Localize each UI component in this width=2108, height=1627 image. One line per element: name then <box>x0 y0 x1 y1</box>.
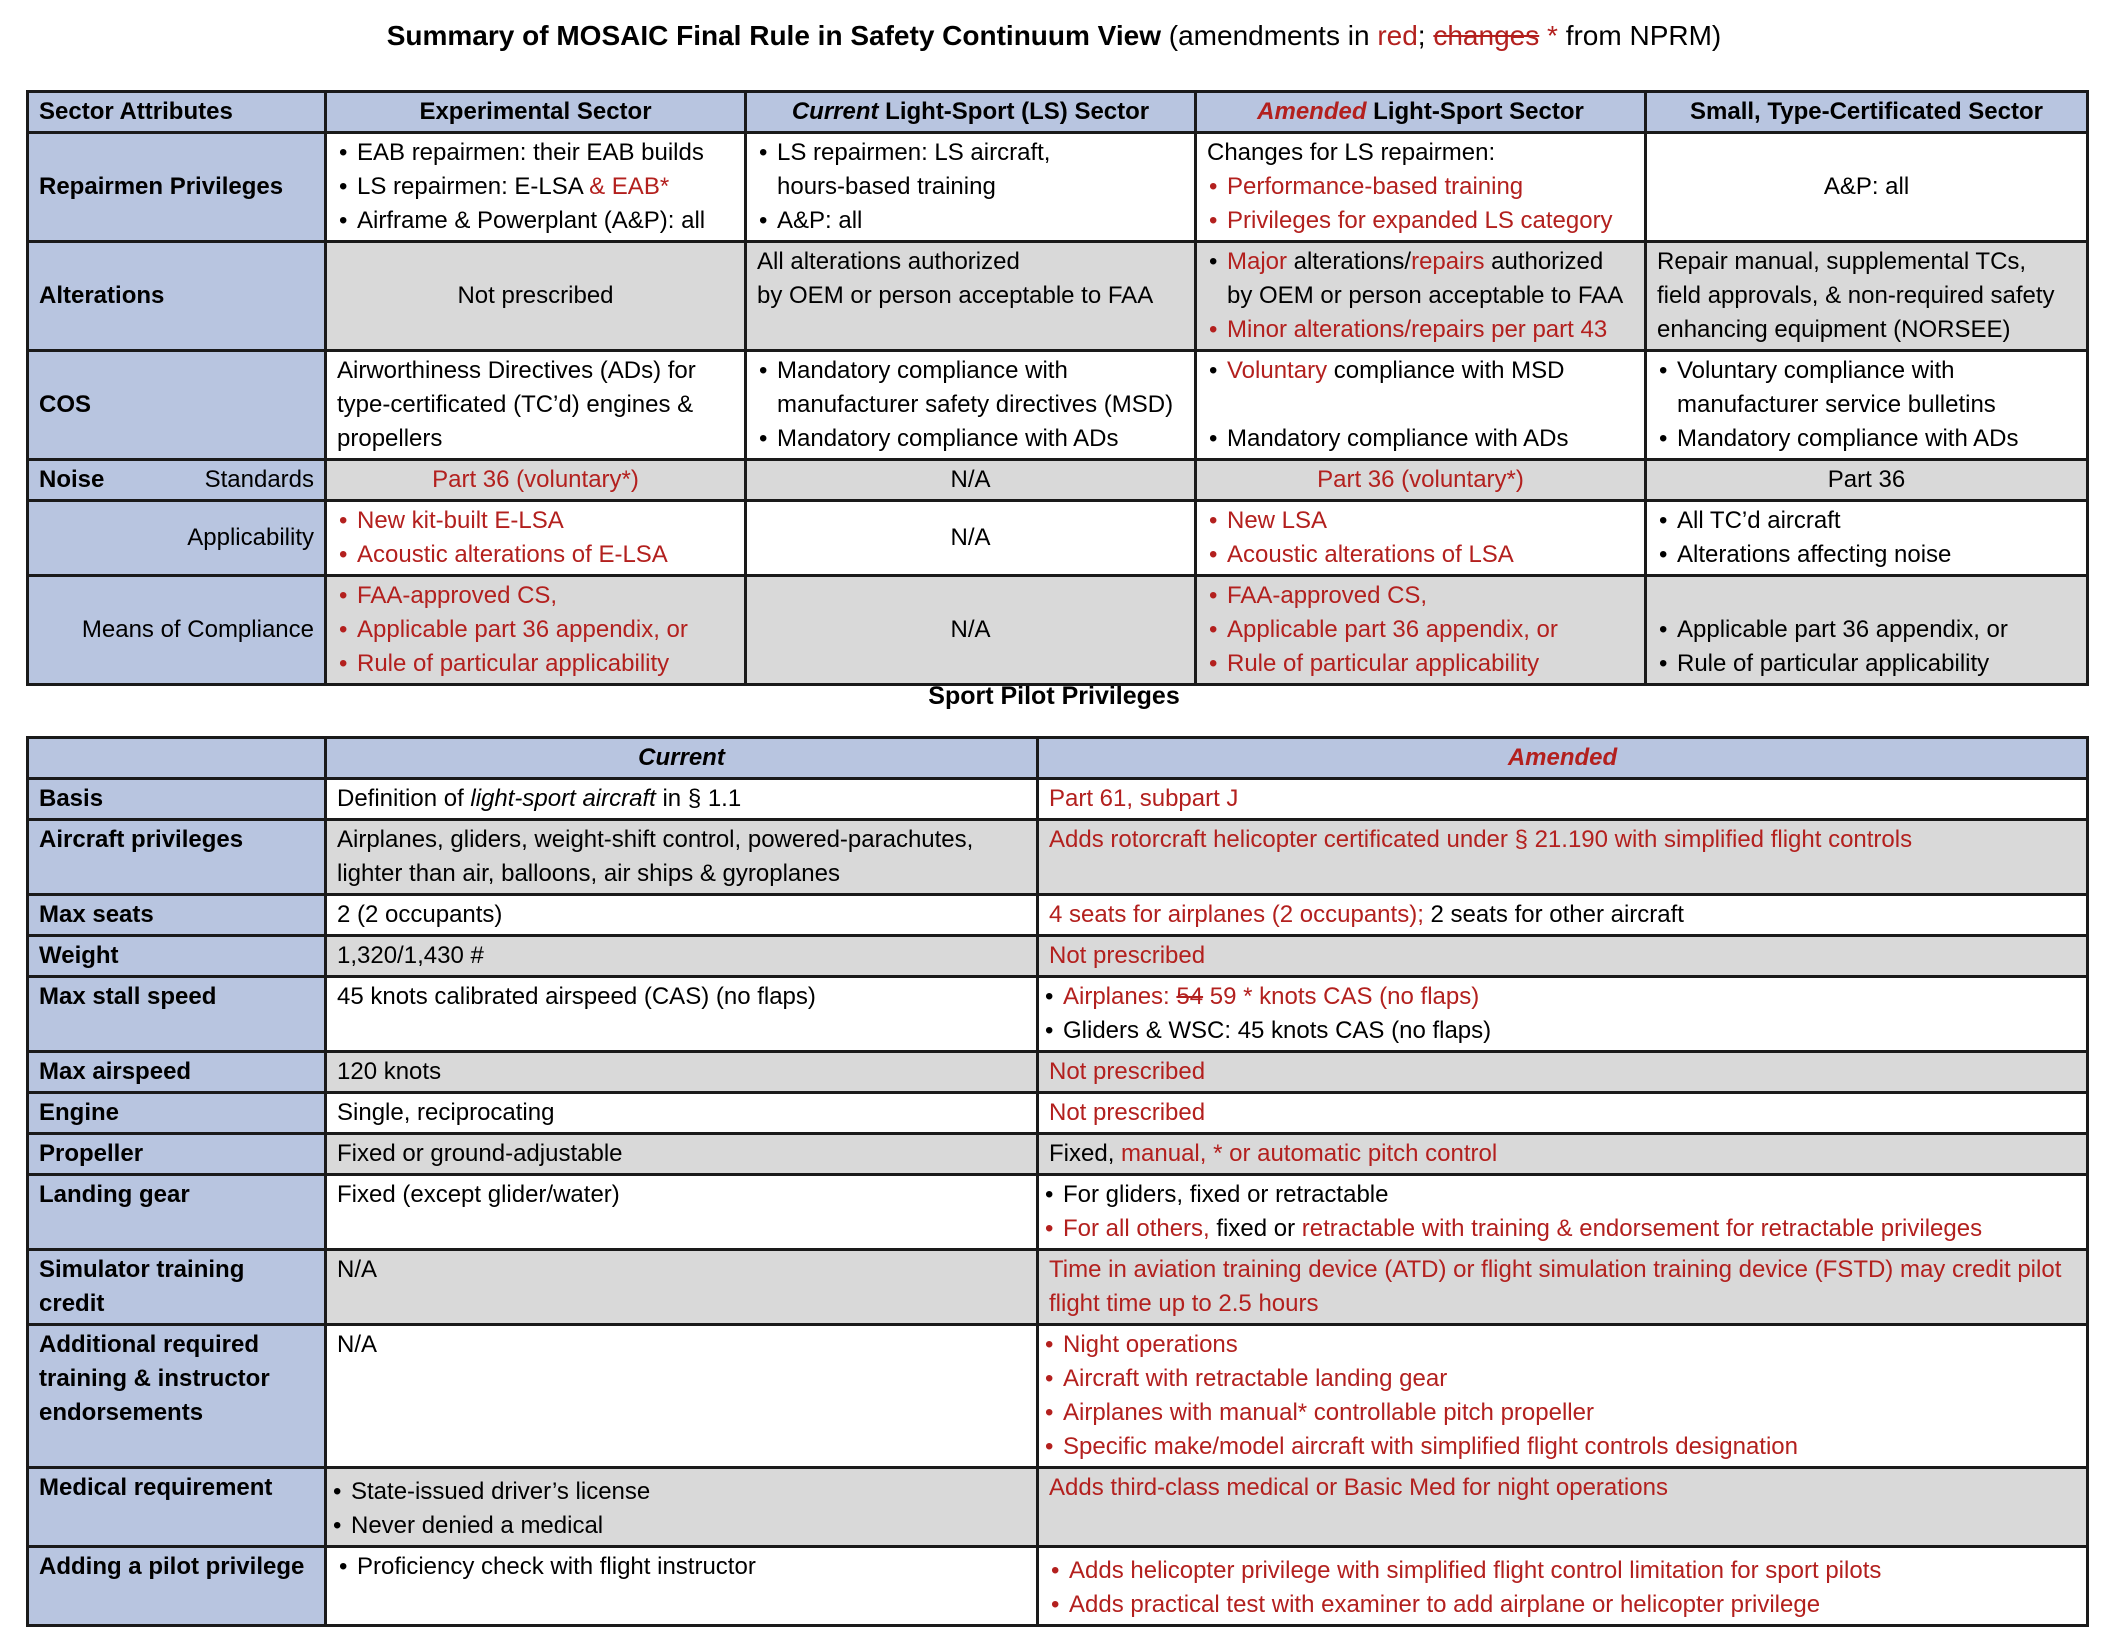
label-noise-applicability: Applicability <box>28 501 326 576</box>
cell-noise-app-tc <box>1646 501 2088 576</box>
text-black: authorized <box>1484 248 1604 275</box>
list-item: • Rule of particular applicability <box>337 647 734 681</box>
header-current-text: Current <box>638 744 725 771</box>
list-item: • Rule of particular applicability <box>1657 647 2076 681</box>
header-experimental: Experimental Sector <box>326 92 746 133</box>
label-landing-gear: Landing gear <box>28 1175 326 1250</box>
label-noise-standards <box>28 460 326 501</box>
text-red: 59 * knots CAS (no flaps) <box>1203 983 1480 1010</box>
text-red: For all others, <box>1063 1215 1210 1242</box>
title-sep: ; <box>1417 20 1434 51</box>
cell-text: field approvals, & non-required safety <box>1657 282 2055 309</box>
row-engine <box>28 1093 2088 1134</box>
row-simulator <box>28 1250 2088 1325</box>
cell-endorsements-amd <box>1038 1325 2088 1468</box>
cell-aircraft-amd: Adds rotorcraft helicopter certificated under § 21.190 with simplified flight controls <box>1038 820 2088 895</box>
text-red: Airplanes: <box>1063 983 1177 1010</box>
cell-engine-cur: Single, reciprocating <box>326 1093 1038 1134</box>
list-item: • Mandatory compliance with ADs <box>757 422 1184 456</box>
list-item: • Applicable part 36 appendix, or <box>337 613 734 647</box>
cell-airspeed-cur: 120 knots <box>326 1052 1038 1093</box>
cell-engine-amd: Not prescribed <box>1038 1093 2088 1134</box>
cell-noise-app-amd <box>1196 501 1646 576</box>
label-simulator: Simulator training credit <box>28 1250 326 1325</box>
row-propeller <box>28 1134 2088 1175</box>
cell-propeller-amd <box>1038 1134 2088 1175</box>
title-red-word: red <box>1377 20 1418 51</box>
cell-noise-std-exp: Part 36 (voluntary*) <box>326 460 746 501</box>
header-sector-attributes: Sector Attributes <box>28 92 326 133</box>
list-item-amendment: & EAB* <box>589 173 670 200</box>
cell-basis-amd: Part 61, subpart J <box>1038 779 2088 820</box>
header-amended <box>1038 738 2088 779</box>
cell-seats-amd <box>1038 895 2088 936</box>
cell-text: propellers <box>337 425 443 452</box>
text-red: 4 seats for airplanes (2 occupants); <box>1049 901 1424 928</box>
cell-adding-cur <box>326 1547 1038 1626</box>
row-cos <box>28 351 2088 460</box>
list-item: • Mandatory compliance with ADs <box>1207 422 1634 456</box>
section-title-sport-pilot: Sport Pilot Privileges <box>928 682 1180 710</box>
cell-noise-app-cur: N/A <box>746 501 1196 576</box>
list-item: • Night operations <box>1043 1328 2076 1362</box>
list-item: • State-issued driver’s license <box>331 1475 1026 1509</box>
cell-endorsements-cur: N/A <box>326 1325 1038 1468</box>
header-blank <box>28 738 326 779</box>
list-item: • All TC’d aircraft <box>1657 504 2076 538</box>
list-item: • Applicable part 36 appendix, or <box>1657 613 2076 647</box>
cell-weight-amd: Not prescribed <box>1038 936 2088 977</box>
text-red: repairs <box>1411 248 1485 275</box>
list-item: • EAB repairmen: their EAB builds <box>337 136 734 170</box>
label-basis: Basis <box>28 779 326 820</box>
list-item: • Airplanes with manual* controllable pitch propeller <box>1043 1396 2076 1430</box>
header-amended-rest: Light-Sport Sector <box>1366 98 1584 125</box>
label-aircraft-privileges: Aircraft privileges <box>28 820 326 895</box>
text: in § 1.1 <box>655 785 742 812</box>
list-item: • Adds helicopter privilege with simplified flight control limitation for sport pilots <box>1049 1554 2076 1588</box>
label-propeller: Propeller <box>28 1134 326 1175</box>
list-item <box>337 170 734 204</box>
header-current-rest: Light-Sport (LS) Sector <box>878 98 1150 125</box>
cell-noise-app-exp <box>326 501 746 576</box>
sport-pilot-table <box>26 736 2089 1627</box>
label-engine: Engine <box>28 1093 326 1134</box>
cell-adding-amd <box>1038 1547 2088 1626</box>
title-bold: Summary of MOSAIC Final Rule in Safety Continuum View <box>386 20 1161 51</box>
list-item: • FAA-approved CS, <box>337 579 734 613</box>
header-small-tc: Small, Type-Certificated Sector <box>1646 92 2088 133</box>
list-item: • Rule of particular applicability <box>1207 647 1634 681</box>
sector-table <box>26 90 2089 686</box>
page-title <box>0 16 2108 56</box>
cell-alterations-amd <box>1196 242 1646 351</box>
row-max-seats <box>28 895 2088 936</box>
cell-cos-amd <box>1196 351 1646 460</box>
cell-repairmen-tc: A&P: all <box>1646 133 2088 242</box>
row-alterations <box>28 242 2088 351</box>
cell-medical-amd: Adds third-class medical or Basic Med for night operations <box>1038 1468 2088 1547</box>
list-item: • Never denied a medical <box>331 1509 1026 1543</box>
cell-cos-tc <box>1646 351 2088 460</box>
text-strike: 54 <box>1176 983 1204 1010</box>
list-item: • Minor alterations/repairs per part 43 <box>1207 313 1634 347</box>
list-item: • New kit-built E-LSA <box>337 504 734 538</box>
list-item: • Aircraft with retractable landing gear <box>1043 1362 2076 1396</box>
row-noise-applicability <box>28 501 2088 576</box>
cell-noise-std-cur: N/A <box>746 460 1196 501</box>
cell-repairmen-exp <box>326 133 746 242</box>
list-item-cont: hours-based training <box>777 173 996 200</box>
text-black: fixed or <box>1209 1215 1302 1242</box>
label-endorsements: Additional required training & instructor endorsements <box>28 1325 326 1468</box>
cell-noise-std-tc: Part 36 <box>1646 460 2088 501</box>
label-repairmen: Repairmen Privileges <box>28 133 326 242</box>
header-current-ls <box>746 92 1196 133</box>
cell-text: Airworthiness Directives (ADs) for <box>337 357 696 384</box>
list-item-cont: manufacturer safety directives (MSD) <box>777 391 1174 418</box>
list-item-cont: manufacturer service bulletins <box>1677 391 1996 418</box>
list-item: • Acoustic alterations of LSA <box>1207 538 1634 572</box>
list-item: • New LSA <box>1207 504 1634 538</box>
cell-stall-amd <box>1038 977 2088 1052</box>
title-asterisk: * <box>1539 20 1558 51</box>
cell-alterations-cur <box>746 242 1196 351</box>
list-item: • Voluntary compliance with <box>1657 354 2076 388</box>
title-post: from NPRM) <box>1557 20 1722 51</box>
row-medical <box>28 1468 2088 1547</box>
cell-text: Changes for LS repairmen: <box>1207 139 1496 166</box>
list-item: • Specific make/model aircraft with simplified flight controls designation <box>1043 1430 2076 1464</box>
text-red: manual, * or automatic pitch control <box>1121 1140 1498 1167</box>
cell-text: enhancing equipment (NORSEE) <box>1657 316 2011 343</box>
header-amended-text: Amended <box>1507 744 1618 771</box>
cell-gear-cur: Fixed (except glider/water) <box>326 1175 1038 1250</box>
cell-noise-std-amd: Part 36 (voluntary*) <box>1196 460 1646 501</box>
cell-simulator-cur: N/A <box>326 1250 1038 1325</box>
list-item: • Mandatory compliance with <box>757 354 1184 388</box>
cell-text: Repair manual, supplemental TCs, <box>1657 248 2027 275</box>
list-item <box>1043 980 2076 1014</box>
cell-stall-cur: 45 knots calibrated airspeed (CAS) (no flaps) <box>326 977 1038 1052</box>
text-red: Major <box>1227 248 1288 275</box>
header-current-word: Current <box>791 98 879 125</box>
list-item: • Alterations affecting noise <box>1657 538 2076 572</box>
text-red: retractable with training & endorsement for retractable privileges <box>1301 1215 1983 1242</box>
cell-cos-cur <box>746 351 1196 460</box>
cell-noise-means-tc <box>1646 576 2088 685</box>
list-item <box>1207 245 1634 279</box>
cell-cos-exp <box>326 351 746 460</box>
label-standards: Standards <box>204 466 314 493</box>
cell-alterations-tc <box>1646 242 2088 351</box>
label-alterations: Alterations <box>28 242 326 351</box>
list-item-text: LS repairmen: E-LSA <box>357 173 590 200</box>
row-noise-standards <box>28 460 2088 501</box>
list-item: • Privileges for expanded LS category <box>1207 204 1634 238</box>
header-amended-word: Amended <box>1257 98 1367 125</box>
row-weight <box>28 936 2088 977</box>
row-noise-means <box>28 576 2088 685</box>
cell-repairmen-cur <box>746 133 1196 242</box>
cell-gear-amd <box>1038 1175 2088 1250</box>
pilot-header-row <box>28 738 2088 779</box>
header-amended-ls <box>1196 92 1646 133</box>
text-black: alterations/ <box>1287 248 1412 275</box>
label-adding-privilege: Adding a pilot privilege <box>28 1547 326 1626</box>
row-max-airspeed <box>28 1052 2088 1093</box>
cell-alterations-exp: Not prescribed <box>326 242 746 351</box>
cell-seats-cur: 2 (2 occupants) <box>326 895 1038 936</box>
cell-basis-cur <box>326 779 1038 820</box>
text-black: 2 seats for other aircraft <box>1423 901 1684 928</box>
cell-medical-cur <box>326 1468 1038 1547</box>
list-item: • FAA-approved CS, <box>1207 579 1634 613</box>
list-item: • LS repairmen: LS aircraft, <box>757 136 1184 170</box>
row-adding-privilege <box>28 1547 2088 1626</box>
title-changes-word: changes <box>1433 20 1540 51</box>
row-max-stall-speed <box>28 977 2088 1052</box>
list-item: • Gliders & WSC: 45 knots CAS (no flaps) <box>1043 1014 2076 1048</box>
cell-noise-means-exp <box>326 576 746 685</box>
cell-text: All alterations authorized <box>757 248 1020 275</box>
label-noise-means: Means of Compliance <box>28 576 326 685</box>
row-landing-gear <box>28 1175 2088 1250</box>
text-black: Fixed, <box>1049 1140 1122 1167</box>
cell-noise-means-cur: N/A <box>746 576 1196 685</box>
cell-weight-cur: 1,320/1,430 # <box>326 936 1038 977</box>
cell-noise-means-amd <box>1196 576 1646 685</box>
label-max-airspeed: Max airspeed <box>28 1052 326 1093</box>
row-aircraft-privileges <box>28 820 2088 895</box>
label-max-stall-speed: Max stall speed <box>28 977 326 1052</box>
list-item-cont: by OEM or person acceptable to FAA <box>1227 282 1624 309</box>
cell-simulator-amd: Time in aviation training device (ATD) or flight simulation training device (FSTD) may credit pilot flight time up to 2.5 hours <box>1038 1250 2088 1325</box>
header-current <box>326 738 1038 779</box>
text: Definition of <box>337 785 471 812</box>
list-item: • Adds practical test with examiner to add airplane or helicopter privilege <box>1049 1588 2076 1622</box>
list-item: • Acoustic alterations of E-LSA <box>337 538 734 572</box>
list-item: • Performance-based training <box>1207 170 1634 204</box>
row-repairmen <box>28 133 2088 242</box>
list-item: • Proficiency check with flight instructor <box>337 1550 1026 1584</box>
label-weight: Weight <box>28 936 326 977</box>
title-pre: (amendments in <box>1161 20 1378 51</box>
label-max-seats: Max seats <box>28 895 326 936</box>
label-noise: Noise <box>39 466 105 493</box>
cell-airspeed-amd: Not prescribed <box>1038 1052 2088 1093</box>
text-italic: light-sport aircraft <box>470 785 656 812</box>
label-cos: COS <box>28 351 326 460</box>
list-item: • Applicable part 36 appendix, or <box>1207 613 1634 647</box>
cell-repairmen-amd <box>1196 133 1646 242</box>
list-item: • For gliders, fixed or retractable <box>1043 1178 2076 1212</box>
text-black: compliance with MSD <box>1327 357 1565 384</box>
row-basis <box>28 779 2088 820</box>
list-item: • A&P: all <box>757 204 1184 238</box>
list-item <box>1207 354 1634 388</box>
label-medical: Medical requirement <box>28 1468 326 1547</box>
row-endorsements <box>28 1325 2088 1468</box>
sector-header-row <box>28 92 2088 133</box>
cell-propeller-cur: Fixed or ground-adjustable <box>326 1134 1038 1175</box>
list-item: • Mandatory compliance with ADs <box>1657 422 2076 456</box>
text-red: Voluntary <box>1227 357 1328 384</box>
cell-text: type-certificated (TC’d) engines & <box>337 391 694 418</box>
cell-text: by OEM or person acceptable to FAA <box>757 282 1154 309</box>
cell-aircraft-cur: Airplanes, gliders, weight-shift control, powered-parachutes, lighter than air, balloons, air ships & gyroplanes <box>326 820 1038 895</box>
list-item <box>1043 1212 2076 1246</box>
list-item: • Airframe & Powerplant (A&P): all <box>337 204 734 238</box>
